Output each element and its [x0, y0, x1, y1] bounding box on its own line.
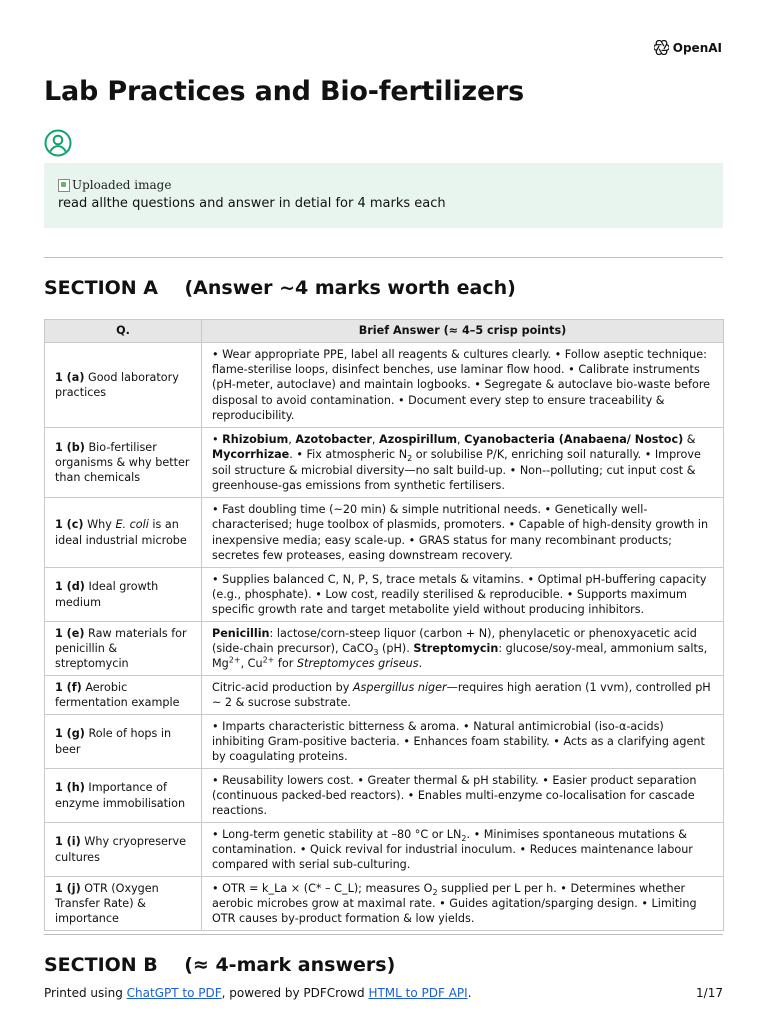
question-cell: 1 (i) Why cryopreserve cultures [45, 823, 202, 877]
table-row [45, 428, 724, 498]
answer-cell: • Supplies balanced C, N, P, S, trace metals & vitamins. • Optimal pH-buffering capacity (e.g., phosphate). • Low cost, readily sterilised & reproducible. • Supports maximum specific growth rate and target metabolite yield without producing inhibitors. [202, 568, 724, 622]
page-title: Lab Practices and Bio-fertilizers [44, 76, 525, 107]
divider [44, 257, 723, 258]
answer-cell: • Long-term genetic stability at –80 °C or $LN_2$. • Minimises spontaneous mutations & contamination. • Quick revival for industrial inoculum. • Reduces maintenance labour compared with serial sub-culturing. [202, 823, 724, 877]
table-row [45, 823, 724, 877]
user-avatar-icon [44, 129, 72, 157]
answer-cell: Citric-acid production by Aspergillus niger—requires high aeration (1 vvm), controlled pH ~ 2 & sucrose substrate. [202, 676, 724, 715]
question-cell: 1 (e) Raw materials for penicillin & streptomycin [45, 622, 202, 676]
page-number: 1/17 [696, 986, 723, 1000]
table-row [45, 622, 724, 676]
brand-logo [654, 40, 722, 55]
answer-cell: • OTR = k_La × (C* – C_L); measures $O_2$ supplied per L per h. • Determines whether aerobic microbes grow at maximal rate. • Guides agitation/sparging design. • Limiting OTR causes by-product formation & low yields. [202, 877, 724, 931]
section-b-title: SECTION B (≈ 4-mark answers) [44, 954, 396, 976]
footer-credit: Printed using ChatGPT to PDF, powered by PDFCrowd HTML to PDF API. [44, 986, 472, 1000]
table-row [45, 343, 724, 428]
answer-cell: • Reusability lowers cost. • Greater thermal & pH stability. • Easier product separation (continuous packed-bed reactors). • Enables multi-enzyme co-localisation for cascade reactions. [202, 769, 724, 823]
section-a-title: SECTION A (Answer ~4 marks worth each) [44, 277, 516, 299]
table-header-row [45, 320, 724, 343]
qa-table [44, 319, 724, 931]
question-cell: 1 (g) Role of hops in beer [45, 715, 202, 769]
user-message [44, 163, 723, 228]
answer-cell: • Imparts characteristic bitterness & aroma. • Natural antimicrobial (iso-α-acids) inhibiting Gram-positive bacteria. • Enhances foam stability. • Acts as a clarifying agent by coagulating proteins. [202, 715, 724, 769]
question-cell: 1 (a) Good laboratory practices [45, 343, 202, 428]
user-prompt-text: read allthe questions and answer in detial for 4 marks each [58, 196, 446, 211]
uploaded-image[interactable] [58, 178, 709, 192]
table-row [45, 676, 724, 715]
question-cell: 1 (j) OTR (Oxygen Transfer Rate) & importance [45, 877, 202, 931]
broken-image-icon [58, 179, 70, 192]
question-cell: 1 (h) Importance of enzyme immobilisation [45, 769, 202, 823]
question-cell: 1 (f) Aerobic fermentation example [45, 676, 202, 715]
table-row [45, 498, 724, 568]
divider [44, 934, 723, 935]
header-q: Q. [45, 320, 202, 343]
table-row [45, 769, 724, 823]
table-row [45, 568, 724, 622]
question-cell: 1 (b) Bio-fertiliser organisms & why better than chemicals [45, 428, 202, 498]
brand-name: OpenAI [672, 40, 722, 55]
table-row [45, 877, 724, 931]
question-cell: 1 (c) Why E. coli is an ideal industrial microbe [45, 498, 202, 568]
answer-cell: Penicillin: lactose/corn-steep liquor (carbon + N), phenylacetic or phenoxyacetic acid (side-chain precursor), CaCO$_3$ (pH). Streptomycin: glucose/soy-meal, ammonium salts, $Mg^{2+}$, $Cu^{2+}$ for Streptomyces griseus. [202, 622, 724, 676]
answer-cell: • Rhizobium, Azotobacter, Azospirillum, Cyanobacteria (Anabaena/ Nostoc) & Mycorrhizae. • Fix atmospheric $N_2$ or solubilise P/K, enriching soil naturally. • Improve soil structure & microbial diversity—no salt build-up. • Non--polluting; cut input cost & greenhouse-gas emissions from synthetic fertilisers. [202, 428, 724, 498]
openai-logo-icon [654, 40, 669, 55]
print-footer [44, 986, 723, 1000]
question-cell: 1 (d) Ideal growth medium [45, 568, 202, 622]
uploaded-image-alt: Uploaded image [72, 178, 172, 192]
answer-cell: • Wear appropriate PPE, label all reagents & cultures clearly. • Follow aseptic technique: flame-sterilise loops, disinfect benches, use laminar flow hood. • Calibrate instruments (pH-meter, autoclave) and maintain logbooks. • Segregate & autoclave bio-waste before disposal to avoid contamination. • Document every step to ensure traceability & reproducibility. [202, 343, 724, 428]
html-to-pdf-api-link[interactable]: HTML to PDF API [368, 986, 468, 1000]
table-row [45, 715, 724, 769]
header-answer: Brief Answer (≈ 4–5 crisp points) [202, 320, 724, 343]
answer-cell: • Fast doubling time (~20 min) & simple nutritional needs. • Genetically well-characterised; huge toolbox of plasmids, promoters. • Capable of high-density growth in inexpensive media; easy scale-up. • GRAS status for many recombinant products; secretes few proteases, easing downstream recovery. [202, 498, 724, 568]
chatgpt-to-pdf-link[interactable]: ChatGPT to PDF [126, 986, 222, 1000]
